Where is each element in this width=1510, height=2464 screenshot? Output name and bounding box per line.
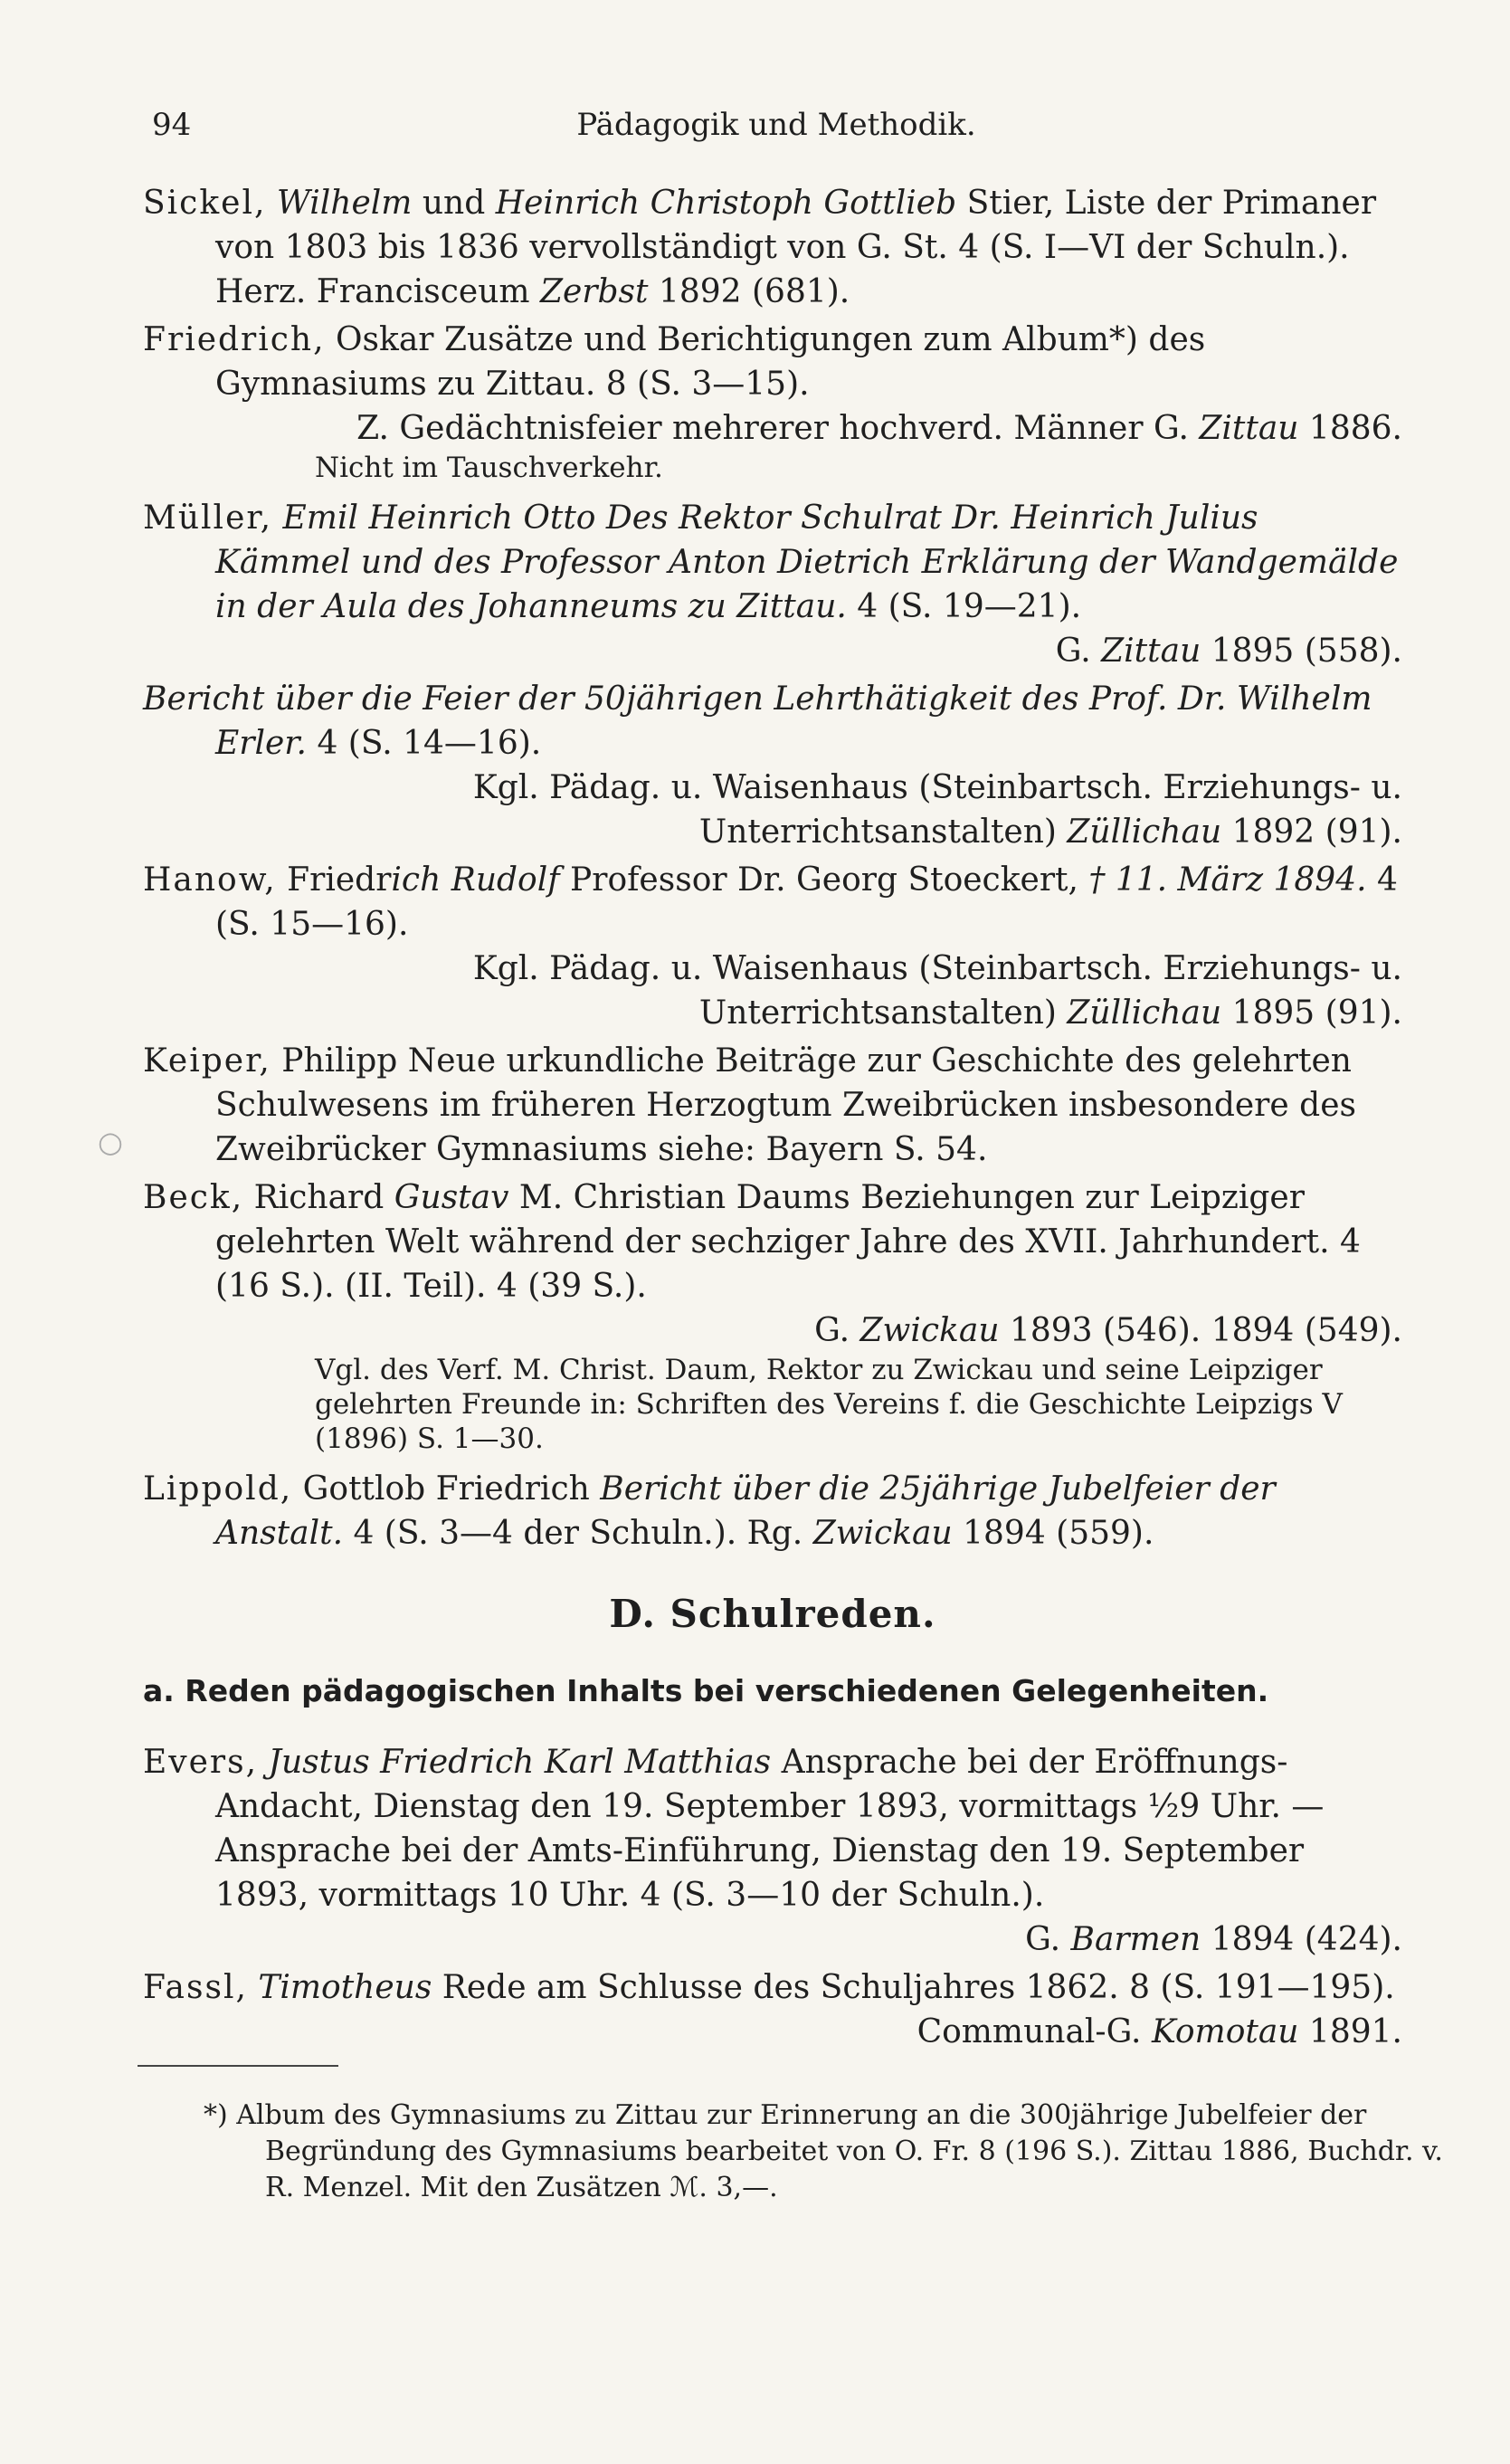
entry-publication bbox=[215, 2010, 1402, 2054]
entry-given: Timotheus bbox=[258, 1969, 432, 2006]
entry-italic: Bericht über die 25jährige Jubelfeier der Anstalt. bbox=[215, 1470, 1276, 1552]
entry-italic: ich Rudolf bbox=[391, 861, 560, 899]
pub-text: Kgl. Pädag. u. Waisenhaus (Steinbartsch. Erziehungs- u. Unterrichtsanstalten) bbox=[472, 950, 1402, 1032]
footnote-rule bbox=[138, 2065, 338, 2067]
entry-text: M. Christian Daums Beziehungen zur Leipziger gelehrten Welt während der sechziger Jahre des XVII. Jahrhundert. 4 (16 S.). (II. Teil). 4 (39 S.). bbox=[215, 1179, 1361, 1305]
entry-author: Lippold, bbox=[143, 1470, 293, 1508]
entry-place: Zerbst bbox=[539, 273, 649, 310]
entry-note: Vgl. des Verf. M. Christ. Daum, Rektor zu Zwickau und seine Leipziger gelehrten Freunde in: Schriften des Vereins f. die Geschichte Leipzigs V (1896) S. 1—30. bbox=[315, 1354, 1343, 1455]
entry-publication bbox=[215, 1917, 1402, 1962]
entry-publication bbox=[215, 406, 1402, 451]
pub-place: Komotau bbox=[1151, 2013, 1299, 2050]
entry-text: 4 (S. 19—21). bbox=[846, 588, 1082, 625]
pub-text: G. bbox=[1025, 1921, 1071, 1958]
footnote: *) Album des Gymnasiums zu Zittau zur Erinnerung an die 300jährige Jubelfeier der Begründung des Gymnasiums bearbeitet von O. Fr. 8 (196 S.). Zittau 1886, Buchdr. v. R. Menzel. Mit den Zusätzen ℳ. 3,—. bbox=[204, 2099, 1443, 2203]
running-title: Pädagogik und Methodik. bbox=[576, 107, 976, 143]
entry-given: Emil bbox=[282, 499, 358, 537]
pub-year: 1886. bbox=[1298, 410, 1402, 447]
pub-place: Barmen bbox=[1070, 1921, 1201, 1958]
entry-author: Sickel, bbox=[143, 185, 267, 222]
pub-place: Züllichau bbox=[1067, 813, 1222, 851]
entry-text: Stier, Liste der Primaner von 1803 bis 1836 vervollständigt von G. St. 4 (S. I—VI der Schuln.). Herz. Francisceum bbox=[215, 185, 1377, 310]
entry-italic: Heinrich Christoph Gottlieb bbox=[495, 185, 957, 222]
entry-italic: Heinrich Otto Des Rektor Schulrat Dr. Heinrich Julius Kämmel und des Professor Anton Dietrich Erklärung der Wandgemälde in der Aula des Johanneums zu Zittau. bbox=[215, 499, 1399, 625]
page-number: 94 bbox=[152, 107, 192, 143]
pub-place: Züllichau bbox=[1067, 994, 1222, 1032]
pub-year: 1891. bbox=[1298, 2013, 1402, 2050]
entry-text: Professor Dr. Georg Stoeckert, bbox=[559, 861, 1089, 899]
entry-italic: † 11. März 1894. bbox=[1088, 861, 1367, 899]
section-heading-d: D. Schulreden. bbox=[609, 1592, 936, 1636]
pub-text: G. bbox=[1055, 633, 1102, 670]
bibliography-list bbox=[143, 181, 1402, 2058]
entry-text: Friedr bbox=[276, 861, 392, 899]
entry-author: Fassl, bbox=[143, 1969, 248, 2006]
margin-mark: ○ bbox=[98, 1125, 123, 1159]
entry-given: Justus Friedrich Karl Matthias bbox=[268, 1744, 772, 1781]
entry-text: Richard bbox=[243, 1179, 394, 1216]
entry-author: Keiper, bbox=[143, 1042, 271, 1080]
entry-note: Nicht im Tauschverkehr. bbox=[315, 452, 663, 484]
entry-given: Wilhelm bbox=[276, 185, 413, 222]
pub-place: Zittau bbox=[1199, 410, 1299, 447]
entry-year: 1892 (681). bbox=[648, 273, 850, 310]
entry-author: Friedrich, bbox=[143, 321, 326, 358]
entry-fassl bbox=[143, 1965, 1402, 2054]
pub-year: 1895 (558). bbox=[1201, 633, 1402, 670]
entry-publication bbox=[215, 629, 1402, 673]
entry-bericht bbox=[143, 677, 1402, 854]
entry-author: Hanow, bbox=[143, 861, 277, 899]
entry-sickel bbox=[143, 181, 1402, 314]
pub-place: Zwickau bbox=[859, 1312, 1000, 1349]
pub-year: 1895 (91). bbox=[1221, 994, 1402, 1032]
entry-beck bbox=[143, 1175, 1402, 1456]
page-header bbox=[152, 107, 1401, 152]
entry-keiper bbox=[143, 1039, 1402, 1172]
entry-author: Müller, bbox=[143, 499, 273, 537]
entry-author: Evers, bbox=[143, 1744, 259, 1781]
pub-year: 1894 (559). bbox=[952, 1515, 1154, 1552]
pub-text: Communal-G. bbox=[916, 2013, 1152, 2050]
entry-publication bbox=[215, 1308, 1402, 1353]
pub-year: 1892 (91). bbox=[1221, 813, 1402, 851]
entry-publication bbox=[215, 766, 1402, 854]
pub-place: Zittau bbox=[1101, 633, 1201, 670]
entry-text: Oskar Zusätze und Berichtigungen zum Album*) des Gymnasiums zu Zittau. 8 (S. 3—15). bbox=[215, 321, 1206, 403]
entry-text: 4 (S. 14—16). bbox=[307, 725, 542, 762]
entry-publication bbox=[215, 947, 1402, 1035]
pub-year: 1893 (546). 1894 (549). bbox=[999, 1312, 1402, 1349]
entry-text: Ansprache bei der Eröffnungs-Andacht, Dienstag den 19. September 1893, vormittags ½9 Uhr. — Ansprache bei der Amts-Einführung, Dienstag den 19. September 1893, vormittags 10 Uhr. 4 (S. 3—10 der Schuln.). bbox=[215, 1744, 1325, 1914]
pub-year: 1894 (424). bbox=[1201, 1921, 1402, 1958]
entry-italic: Bericht über die Feier der 50jährigen Lehrthätigkeit des Prof. Dr. Wilhelm Erler. bbox=[143, 680, 1372, 762]
entry-text: Rede am Schlusse des Schuljahres 1862. 8 (S. 191—195). bbox=[432, 1969, 1395, 2006]
entry-hanow bbox=[143, 858, 1402, 1035]
pub-text: Z. Gedächtnisfeier mehrerer hochverd. Männer G. bbox=[356, 410, 1200, 447]
entry-friedrich bbox=[143, 318, 1402, 485]
entry-text: 4 (S. 3—4 der Schuln.). Rg. bbox=[343, 1515, 813, 1552]
pub-place: Zwickau bbox=[812, 1515, 953, 1552]
entry-text: und bbox=[412, 185, 496, 222]
entry-evers bbox=[143, 1740, 1402, 1962]
pub-text: G. bbox=[814, 1312, 860, 1349]
entry-text: Gottlob Friedrich bbox=[292, 1470, 601, 1508]
entry-given: Gustav bbox=[394, 1179, 509, 1216]
subsection-heading-a: a. Reden pädagogischen Inhalts bei verschiedenen Gelegenheiten. bbox=[143, 1673, 1269, 1708]
entry-mueller bbox=[143, 496, 1402, 673]
entry-text: Philipp Neue urkundliche Beiträge zur Geschichte des gelehrten Schulwesens im früheren Herzogtum Zweibrücken insbesondere des Zweibrücker Gymnasiums siehe: Bayern S. 54. bbox=[215, 1042, 1356, 1168]
entry-lippold bbox=[143, 1467, 1402, 1555]
entry-author: Beck, bbox=[143, 1179, 244, 1216]
pub-text: Kgl. Pädag. u. Waisenhaus (Steinbartsch. Erziehungs- u. Unterrichtsanstalten) bbox=[472, 769, 1402, 851]
entry-text: 4 (S. 15—16). bbox=[215, 861, 1398, 943]
